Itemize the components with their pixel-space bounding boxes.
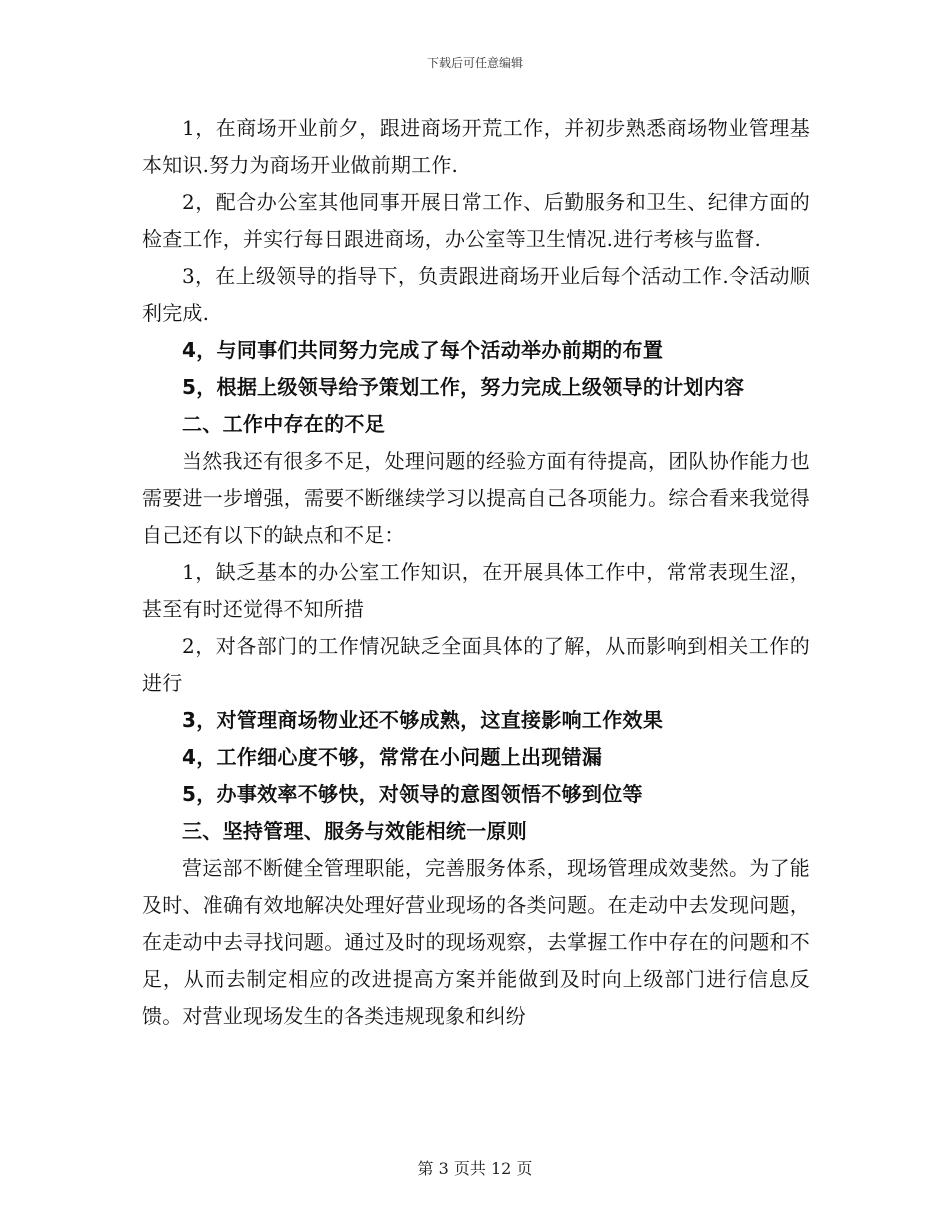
paragraph-10: 4，工作细心度不够，常常在小问题上出现错漏	[182, 745, 603, 769]
paragraph-4: 4，与同事们共同努力完成了每个活动举办前期的布置	[182, 338, 664, 362]
paragraph-5: 5，根据上级领导给予策划工作，努力完成上级领导的计划内容	[182, 375, 745, 399]
section-heading-3: 三、坚持管理、服务与效能相统一原则	[182, 819, 528, 843]
paragraph-11: 5，办事效率不够快，对领导的意图领悟不够到位等	[182, 782, 643, 806]
page-header-note: 下载后可任意编辑	[426, 56, 523, 70]
paragraph-6: 当然我还有很多不足，处理问题的经验方面有待提高，团队协作能力也需要进一步增强，需要不断继续学习以提高自己各项能力。综合看来我觉得自己还有以下的缺点和不足：	[142, 449, 810, 547]
paragraph-8: 2，对各部门的工作情况缺乏全面具体的了解，从而影响到相关工作的进行	[142, 634, 810, 695]
paragraph-2: 2，配合办公室其他同事开展日常工作、后勤服务和卫生、纪律方面的检查工作，并实行每日跟进商场，办公室等卫生情况.进行考核与监督.	[142, 190, 810, 251]
paragraph-9: 3，对管理商场物业还不够成熟，这直接影响工作效果	[182, 708, 664, 732]
document-body	[142, 110, 810, 1035]
page-number: 第 3 页共 12 页	[417, 1159, 533, 1178]
section-heading-2: 二、工作中存在的不足	[182, 412, 385, 436]
paragraph-3: 3，在上级领导的指导下，负责跟进商场开业后每个活动工作.令活动顺利完成.	[142, 264, 810, 325]
paragraph-7: 1，缺乏基本的办公室工作知识，在开展具体工作中，常常表现生涩，甚至有时还觉得不知所措	[142, 560, 810, 621]
paragraph-12: 营运部不断健全管理职能，完善服务体系，现场管理成效斐然。为了能及时、准确有效地解决处理好营业现场的各类问题。在走动中去发现问题，在走动中去寻找问题。通过及时的现场观察，去掌握工作中存在的问题和不足，从而去制定相应的改进提高方案并能做到及时向上级部门进行信息反馈。对营业现场发生的各类违规现象和纠纷	[142, 856, 810, 1028]
paragraph-1: 1，在商场开业前夕，跟进商场开荒工作，并初步熟悉商场物业管理基本知识.努力为商场开业做前期工作.	[142, 116, 810, 177]
